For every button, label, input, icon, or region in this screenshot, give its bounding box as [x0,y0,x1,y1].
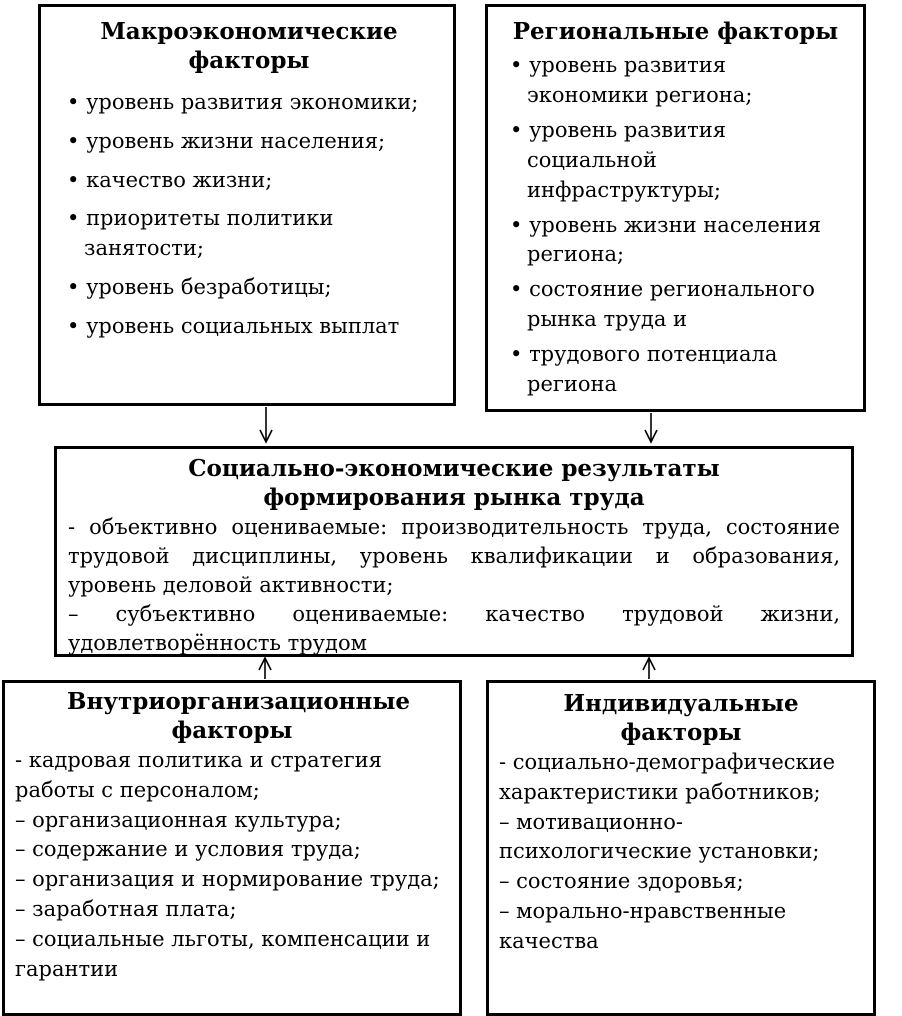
regional-factors-box [485,4,866,412]
internal-factor-item: – социальные льготы, компенсации и гарантии [15,926,431,981]
internal-factor-item: - кадровая политика и стратегия работы с персоналом; [15,747,382,802]
results-item: – субъективно оцениваемые: качество трудовой жизни, удовлетворённость трудом [68,601,840,655]
individual-factor-item: – состояние здоровья; [499,869,744,894]
internal-factors-list [15,746,449,985]
internal-factors-box [2,680,462,1016]
individual-factors-title: Индивидуальные факторы [563,690,799,747]
internal-factor-item: – организация и нормирование труда; [15,867,440,892]
regional-factor-item: • уровень жизни населения региона; [500,211,851,271]
down-arrow-regional-to-results-icon [645,413,657,442]
macro-factor-item: • уровень жизни населения; [57,127,441,157]
regional-factors-list [500,51,851,399]
individual-factor-item: – морально-нравственные качества [499,898,787,953]
results-item: - объективно оцениваемые: производительность труда, состояние трудовой дисциплины, уровень квалификации и образования, уровень деловой активности; [68,514,840,597]
results-title: Социально-экономические результаты формирования рынка труда [188,455,720,512]
internal-factors-title: Внутриорганизационные факторы [67,688,411,745]
macro-factors-list [57,88,441,342]
macro-factor-item: • уровень безработицы; [57,273,441,303]
regional-factor-item: • трудового потенциала региона [500,340,851,400]
macro-factor-item: • уровень развития экономики; [57,88,441,118]
regional-factor-item: • уровень развития экономики региона; [500,51,851,111]
macro-factors-box [38,4,456,406]
down-arrow-macro-to-results-icon [260,407,272,442]
regional-factors-title: Региональные факторы [512,18,839,45]
up-arrow-internal-to-results-icon [259,658,271,679]
internal-factor-item: – содержание и условия труда; [15,837,361,862]
macro-factors-title: Макроэкономические факторы [100,18,398,75]
macro-factor-item: • качество жизни; [57,166,441,196]
macro-factor-item: • приоритеты политики занятости; [57,204,441,264]
regional-factor-item: • уровень развития социальной инфраструктуры; [500,116,851,205]
internal-factor-item: – заработная плата; [15,896,237,921]
regional-factor-item: • состояние регионального рынка труда и [500,275,851,335]
individual-factor-item: - социально-демографические характеристики работников; [499,749,836,804]
macro-factor-item: • уровень социальных выплат [57,312,441,342]
up-arrow-individual-to-results-icon [643,658,655,679]
individual-factor-item: – мотивационно-психологические установки; [499,809,820,864]
results-box [54,446,854,657]
internal-factor-item: – организационная культура; [15,807,342,832]
individual-factors-box [486,680,876,1016]
results-list [68,513,840,658]
individual-factors-list [499,748,863,957]
